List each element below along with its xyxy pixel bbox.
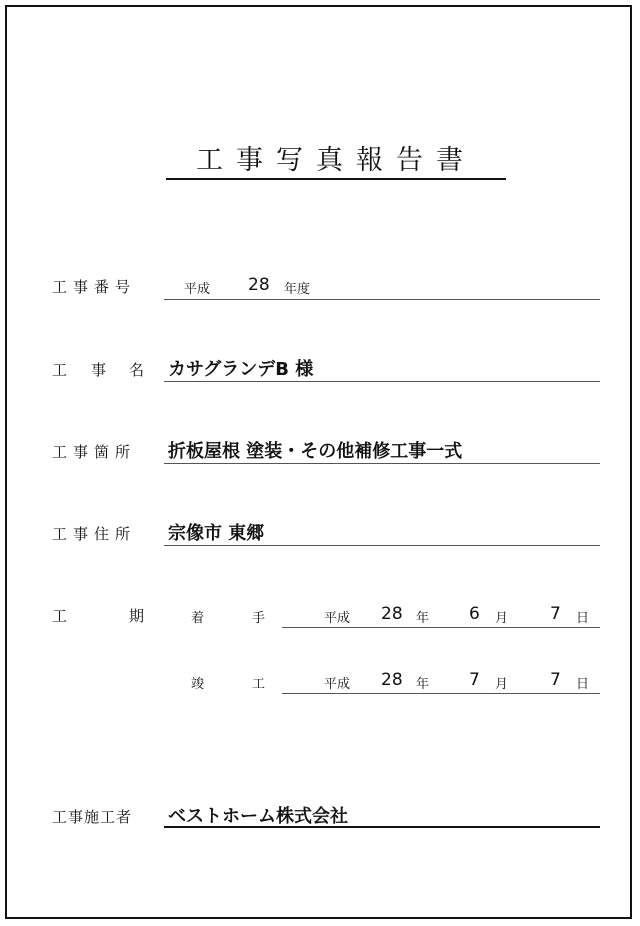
end-month: 7 [469,670,480,690]
label-work-number: 工事番号 [52,278,137,296]
end-day: 7 [550,670,561,690]
start-date-line [282,627,600,628]
work-location-value: 折板屋根 塗装・その他補修工事一式 [168,441,463,462]
end-year: 28 [381,670,403,690]
work-number-year: 28 [248,275,270,295]
start-era: 平成 [324,611,351,626]
label-end-1: 竣 [191,677,205,692]
end-era: 平成 [324,677,351,692]
start-month: 6 [469,604,480,624]
end-date-line [282,693,600,694]
label-work-name-2: 事 [91,361,107,379]
end-year-unit: 年 [416,677,430,692]
work-number-line [164,299,600,300]
end-day-unit: 日 [576,677,590,692]
work-address-value: 宗像市 東郷 [168,523,265,544]
work-address-line [164,545,600,546]
work-name-value: カサグランデB 様 [168,359,314,380]
label-start-2: 手 [252,611,266,626]
start-year: 28 [381,604,403,624]
contractor-line [164,826,600,828]
start-day-unit: 日 [576,611,590,626]
label-contractor: 工事施工者 [52,808,133,826]
work-number-suffix: 年度 [284,282,311,297]
document-title: 工事写真報告書 [166,144,506,180]
work-number-era: 平成 [184,282,211,297]
label-work-location: 工事箇所 [52,443,137,461]
label-work-name-1: 工 [52,361,68,379]
start-day: 7 [550,604,561,624]
label-work-address: 工事住所 [52,525,137,543]
work-name-line [164,381,600,382]
label-end-2: 工 [252,677,266,692]
label-work-name-3: 名 [129,361,145,379]
contractor-value: ベストホーム株式会社 [168,806,348,827]
label-period-1: 工 [52,607,68,625]
label-start-1: 着 [191,611,205,626]
work-location-line [164,463,600,464]
start-month-unit: 月 [495,611,509,626]
start-year-unit: 年 [416,611,430,626]
end-month-unit: 月 [495,677,509,692]
label-period-2: 期 [129,607,145,625]
